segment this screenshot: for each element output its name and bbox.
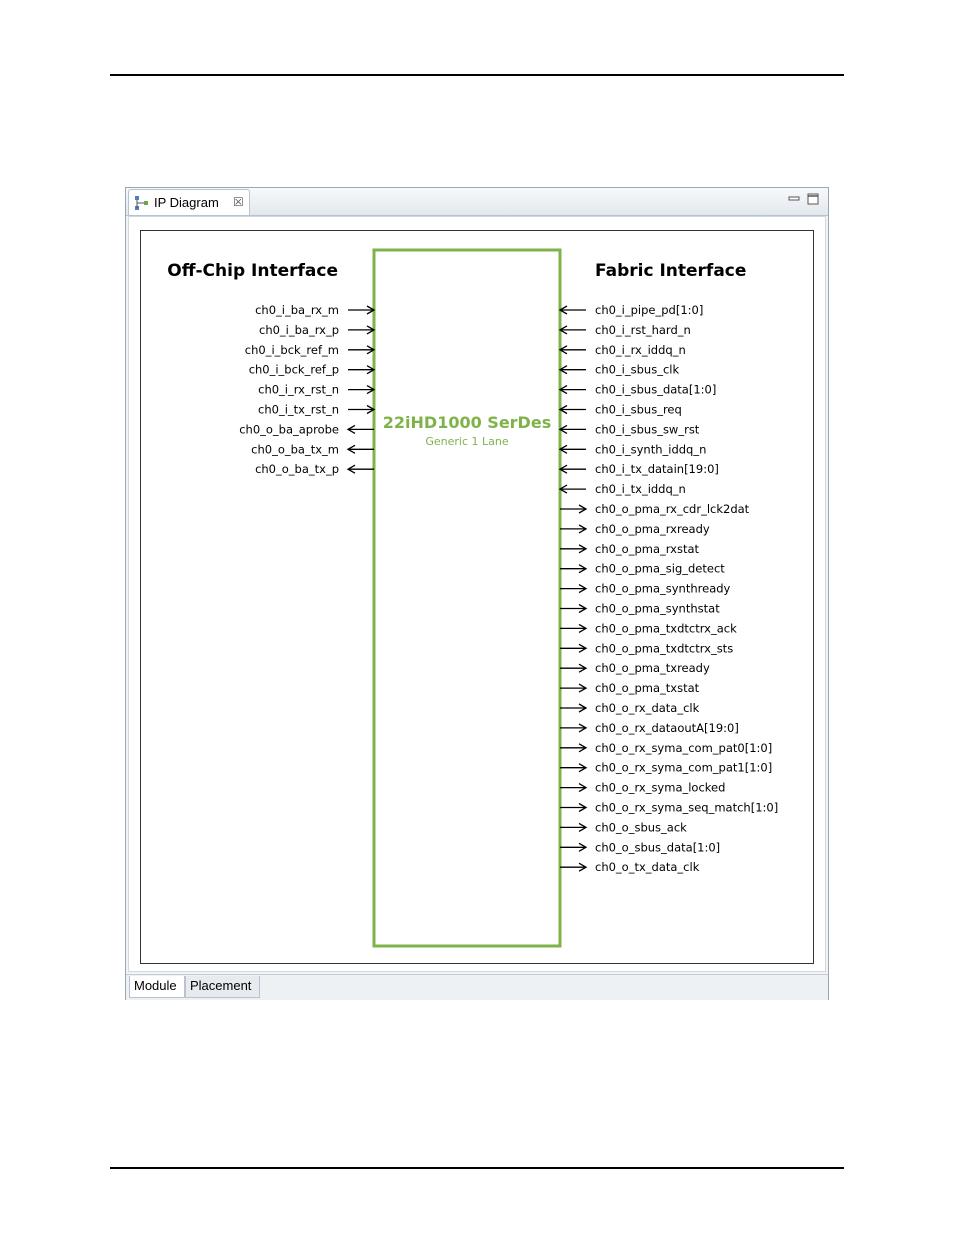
port-ch0-o-rx-syma-locked[interactable] xyxy=(560,781,725,795)
port-ch0-o-rx-syma-com-pat1-1-0[interactable] xyxy=(560,761,772,775)
port-label: ch0_o_pma_txdtctrx_ack xyxy=(595,621,737,636)
port-label: ch0_o_pma_sig_detect xyxy=(595,561,725,576)
port-label: ch0_i_sbus_clk xyxy=(595,362,680,377)
port-ch0-i-bck-ref-m[interactable] xyxy=(245,343,374,357)
port-label: ch0_o_pma_rxstat xyxy=(595,541,700,556)
port-ch0-o-pma-txdtctrx-ack[interactable] xyxy=(560,621,737,635)
port-ch0-i-ba-rx-m[interactable] xyxy=(255,303,374,317)
port-label: ch0_o_rx_syma_com_pat0[1:0] xyxy=(595,740,773,755)
off-chip-interface-heading: Off-Chip Interface xyxy=(167,261,338,281)
close-icon[interactable]: ☒ xyxy=(233,195,244,209)
port-ch0-o-sbus-ack[interactable] xyxy=(560,820,687,834)
editor-bottom-tabs xyxy=(126,974,828,1000)
port-label: ch0_i_sbus_sw_rst xyxy=(595,422,700,437)
port-ch0-i-rx-rst-n[interactable] xyxy=(258,383,374,397)
port-label: ch0_i_tx_datain[19:0] xyxy=(595,462,719,477)
port-ch0-i-tx-datain-19-0[interactable] xyxy=(560,462,719,476)
port-ch0-o-sbus-data-1-0[interactable] xyxy=(560,840,720,854)
port-ch0-o-ba-tx-m[interactable] xyxy=(251,442,374,456)
block-subtitle: Generic 1 Lane xyxy=(425,435,509,448)
port-ch0-o-rx-syma-seq-match-1-0[interactable] xyxy=(560,801,778,815)
port-ch0-o-tx-data-clk[interactable] xyxy=(560,860,700,874)
port-label: ch0_i_ba_rx_m xyxy=(255,303,339,317)
port-ch0-i-tx-rst-n[interactable] xyxy=(258,403,374,417)
diagram-frame xyxy=(140,230,814,964)
ip-block-diagram xyxy=(141,231,813,963)
port-label: ch0_i_rx_iddq_n xyxy=(595,342,686,357)
minimize-icon[interactable] xyxy=(788,193,800,205)
port-label: ch0_o_rx_data_clk xyxy=(595,701,700,715)
port-label: ch0_i_tx_rst_n xyxy=(258,402,339,417)
port-ch0-i-sbus-req[interactable] xyxy=(560,403,682,417)
port-label: ch0_i_rx_rst_n xyxy=(258,382,339,397)
page-header-rule xyxy=(110,74,844,76)
port-label: ch0_o_pma_txstat xyxy=(595,681,700,696)
port-label: ch0_o_ba_aprobe xyxy=(239,422,339,437)
port-ch0-o-rx-dataouta-19-0[interactable] xyxy=(560,721,739,735)
port-label: ch0_i_bck_ref_p xyxy=(248,362,339,377)
port-label: ch0_o_tx_data_clk xyxy=(595,860,700,875)
port-label: ch0_o_rx_dataoutA[19:0] xyxy=(595,720,739,735)
port-label: ch0_o_pma_synthstat xyxy=(595,601,720,616)
tab-placement[interactable]: Placement xyxy=(185,976,260,998)
port-label: ch0_o_sbus_ack xyxy=(595,820,687,835)
port-ch0-i-bck-ref-p[interactable] xyxy=(249,363,374,377)
port-label: ch0_o_ba_tx_m xyxy=(251,442,339,457)
port-ch0-o-pma-rxready[interactable] xyxy=(560,522,710,536)
port-ch0-i-tx-iddq-n[interactable] xyxy=(560,482,686,496)
port-ch0-i-rx-iddq-n[interactable] xyxy=(560,343,686,357)
page-footer-rule xyxy=(110,1167,844,1169)
port-ch0-o-pma-rx-cdr-lck2dat[interactable] xyxy=(560,502,750,516)
diagram-icon xyxy=(134,195,150,211)
port-ch0-o-ba-tx-p[interactable] xyxy=(255,462,374,476)
tab-module[interactable]: Module xyxy=(129,976,185,998)
port-label: ch0_i_ba_rx_p xyxy=(259,322,339,337)
port-label: ch0_o_rx_syma_seq_match[1:0] xyxy=(595,800,779,815)
diagram-canvas xyxy=(128,216,826,972)
port-ch0-o-ba-aprobe[interactable] xyxy=(239,422,374,436)
port-ch0-i-rst-hard-n[interactable] xyxy=(560,323,691,337)
port-label: ch0_i_sbus_req xyxy=(595,402,682,417)
serdes-block[interactable] xyxy=(374,250,560,946)
port-ch0-o-pma-txdtctrx-sts[interactable] xyxy=(560,641,733,655)
block-title: 22iHD1000 SerDes xyxy=(382,413,552,432)
port-label: ch0_o_pma_rx_cdr_lck2dat xyxy=(595,502,750,516)
right-port-list xyxy=(560,303,778,874)
port-ch0-o-pma-rxstat[interactable] xyxy=(560,542,700,556)
port-label: ch0_o_pma_synthready xyxy=(595,581,731,596)
port-label: ch0_o_pma_txdtctrx_sts xyxy=(595,641,734,656)
port-label: ch0_o_pma_txready xyxy=(595,661,710,676)
port-label: ch0_i_rst_hard_n xyxy=(595,322,691,337)
port-ch0-o-pma-txready[interactable] xyxy=(560,661,710,675)
port-label: ch0_i_tx_iddq_n xyxy=(595,482,686,497)
port-ch0-o-rx-data-clk[interactable] xyxy=(560,701,700,715)
maximize-icon[interactable] xyxy=(807,193,819,205)
port-ch0-i-sbus-clk[interactable] xyxy=(560,363,679,377)
port-label: ch0_o_ba_tx_p xyxy=(255,462,339,477)
port-label: ch0_i_pipe_pd[1:0] xyxy=(595,303,704,317)
port-label: ch0_i_bck_ref_m xyxy=(244,342,339,357)
port-label: ch0_o_sbus_data[1:0] xyxy=(595,840,721,855)
view-tab-bar xyxy=(126,188,828,216)
port-label: ch0_o_rx_syma_locked xyxy=(595,780,726,795)
ip-diagram-view xyxy=(125,187,829,1000)
port-ch0-i-synth-iddq-n[interactable] xyxy=(560,442,706,456)
port-label: ch0_i_sbus_data[1:0] xyxy=(595,382,717,397)
port-ch0-o-pma-synthstat[interactable] xyxy=(560,602,720,616)
fabric-interface-heading: Fabric Interface xyxy=(595,261,747,281)
port-ch0-o-rx-syma-com-pat0-1-0[interactable] xyxy=(560,741,772,755)
port-ch0-i-sbus-sw-rst[interactable] xyxy=(560,422,700,436)
port-ch0-i-sbus-data-1-0[interactable] xyxy=(560,383,716,397)
left-port-list xyxy=(239,303,374,476)
port-label: ch0_i_synth_iddq_n xyxy=(595,442,707,457)
tab-ip-diagram[interactable] xyxy=(128,189,250,215)
port-label: ch0_o_pma_rxready xyxy=(595,521,710,536)
port-ch0-i-pipe-pd-1-0[interactable] xyxy=(560,303,703,317)
port-ch0-i-ba-rx-p[interactable] xyxy=(259,323,374,337)
port-ch0-o-pma-txstat[interactable] xyxy=(560,681,700,695)
port-label: ch0_o_rx_syma_com_pat1[1:0] xyxy=(595,760,773,775)
tab-ip-diagram-label: IP Diagram xyxy=(154,195,219,210)
port-ch0-o-pma-synthready[interactable] xyxy=(560,582,731,596)
port-ch0-o-pma-sig-detect[interactable] xyxy=(560,562,725,576)
